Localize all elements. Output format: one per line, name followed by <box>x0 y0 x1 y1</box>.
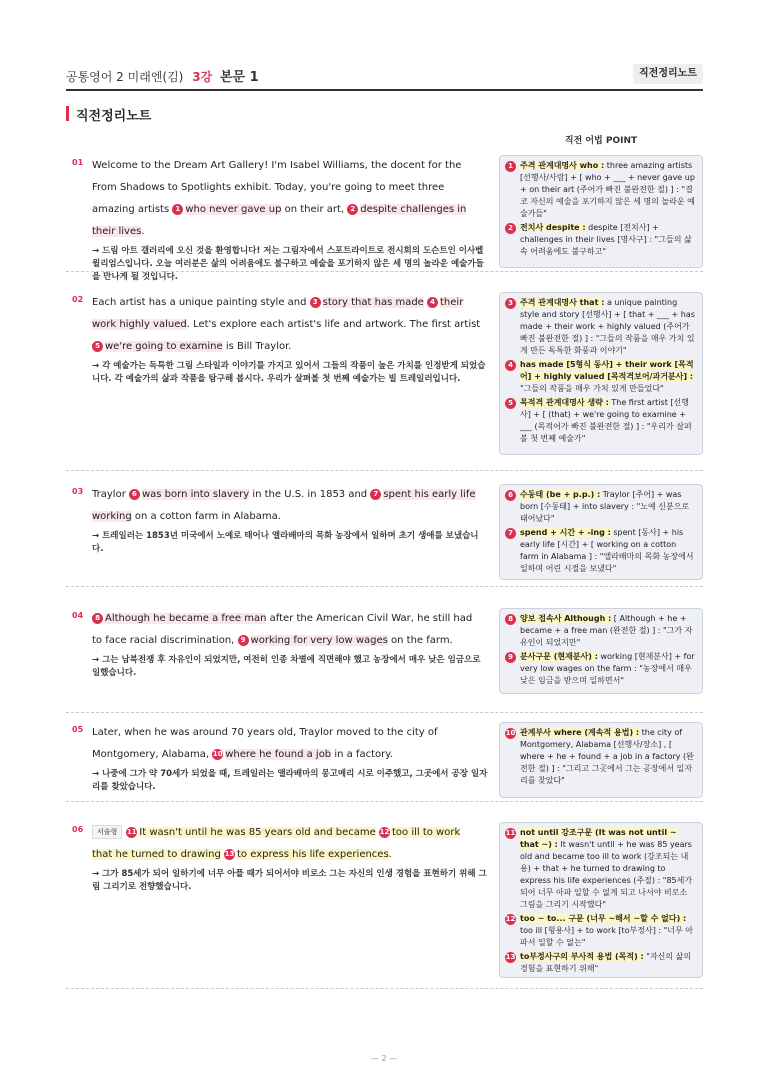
highlighted-phrase: story that has made <box>322 297 424 308</box>
grammar-point-label: to부정사구의 부사적 용법 (목적) : <box>520 952 644 961</box>
highlighted-phrase: their work highly valued <box>92 297 464 330</box>
grammar-point-box <box>499 722 703 798</box>
grammar-point-3 <box>508 297 696 357</box>
point-marker-7: 7 <box>505 528 516 539</box>
passage-text: Later, when he was around 70 years old, Traylor moved to the city of Montgomery, Alabama, <box>92 727 438 760</box>
passage-text: on the farm. <box>387 635 453 646</box>
block-number: 02 <box>72 295 84 304</box>
grammar-point-box <box>499 292 703 455</box>
grammar-point-label: 분사구문 (현재분사) : <box>520 652 598 661</box>
passage-text: after the American Civil War, he still had to face racial discrimination, <box>92 613 473 646</box>
passage-text: in a factory. <box>331 749 393 760</box>
text-block-03 <box>66 484 703 579</box>
point-marker-6: 6 <box>505 490 516 501</box>
grammar-point-label: 양보 접속사 Although : <box>520 614 612 623</box>
text-block-05 <box>66 722 703 802</box>
english-passage <box>92 484 482 528</box>
english-passage <box>92 292 482 358</box>
point-marker-6: 6 <box>129 489 140 500</box>
point-marker-9: 9 <box>505 652 516 663</box>
grammar-point-text: a unique painting style and story [선행사] + [ that + ___ + has made + their work + highly valued (주어가 빠진 불완전한 절) ] : "그들의 작품을 매우 가치 있게 만든 독특한 화풍과 이야기" <box>520 298 695 355</box>
grammar-point-9 <box>508 651 696 687</box>
block-number: 01 <box>72 158 84 167</box>
point-column-header: 직전 어법 POINT <box>564 136 638 146</box>
korean-translation: → 드림 아트 갤러리에 오신 것을 환영합니다! 저는 그림자에서 스포트라이트로 전시회의 도슨트인 이사벨 윌리엄스입니다. 오늘 여러분은 삶의 어려움에도 불구하고 예술을 포기하지 않은 세 명의 놀라운 예술가들을 만나게 될 것입니다. <box>92 246 484 282</box>
highlighted-phrase: who never gave up <box>185 204 282 215</box>
point-marker-8: 8 <box>92 613 103 624</box>
grammar-point-label: 주격 관계대명사 that : <box>520 298 605 307</box>
highlighted-phrase: too ill to work <box>391 827 461 838</box>
block-number: 04 <box>72 611 84 620</box>
grammar-point-13 <box>505 951 696 975</box>
section-title: 직전정리노트 <box>76 109 152 124</box>
point-marker-1: 1 <box>505 161 516 172</box>
point-marker-13: 13 <box>505 953 516 961</box>
grammar-point-label: 관계부사 where (계속적 용법) : <box>520 728 640 737</box>
grammar-point-box <box>499 822 703 978</box>
grammar-point-text: Traylor [주어] + was born [수동태] + into slavery : "노예 신분으로 태어났다" <box>520 490 690 523</box>
grammar-point-label: too ~ to... 구문 (너무 ~해서 ~할 수 없다) : <box>520 914 687 923</box>
passage-text: . <box>388 849 392 860</box>
passage-text: Traylor <box>92 489 129 500</box>
point-marker-2: 2 <box>347 204 358 215</box>
point-marker-10: 10 <box>212 750 223 758</box>
grammar-point-5 <box>508 397 696 445</box>
point-marker-8: 8 <box>505 614 516 625</box>
point-marker-12: 12 <box>379 828 390 836</box>
text-block-02 <box>66 292 703 457</box>
grammar-point-label: not until 강조구문 (It was not until ~ that ~) : <box>520 828 677 849</box>
passage-text: Welcome to the Dream Art Gallery! I'm Isabel Williams, the docent for the From Shadows to Spotlights exhibit. Today, you're going to meet three amazing artists <box>92 160 462 215</box>
block-divider <box>66 470 703 471</box>
passage-text: Each artist has a unique painting style and <box>92 297 310 308</box>
point-marker-11: 11 <box>126 828 137 836</box>
grammar-point-text: three amazing artists [선행사/사람] + [ who + ___ + never gave up + on their art (주어가 빠진 불완전한 절) ] : "결코 자신의 예술을 포기하지 않은 세 명의 놀라운 예술가들" <box>520 161 695 218</box>
grammar-point-text: spent [동사] + his early life [시간] + [ working on a cotton farm in Alabama ] : "앨라배마의 목화 농장에서 일하며 어린 시절을 보냈다" <box>520 528 694 573</box>
point-marker-7: 7 <box>370 489 381 500</box>
grammar-point-box <box>499 155 703 268</box>
point-marker-4: 4 <box>427 297 438 308</box>
grammar-point-text: "자신의 삶의 경험을 표현하기 위해" <box>520 952 692 973</box>
korean-translation: → 그는 남북전쟁 후 자유인이 되었지만, 여전히 인종 차별에 직면해야 했고 농장에서 매우 낮은 임금으로 일했습니다. <box>92 655 481 678</box>
grammar-point-6 <box>508 489 696 525</box>
highlighted-phrase: It wasn't until he was 85 years old <box>139 827 311 838</box>
grammar-point-12 <box>505 913 696 949</box>
essay-badge: 서술형 <box>92 825 122 839</box>
highlighted-phrase: that he turned to drawing <box>92 849 221 860</box>
grammar-point-8 <box>508 613 696 649</box>
english-passage <box>92 822 482 866</box>
highlighted-phrase: was born into slavery <box>141 489 250 500</box>
text-block-04 <box>66 608 703 698</box>
grammar-point-text: despite [전치사] + challenges in their lives [명사구] : "그들의 삶 속 어려움에도 불구하고" <box>520 223 692 256</box>
block-divider <box>66 988 703 989</box>
grammar-point-label: 수동태 (be + p.p.) : <box>520 490 601 499</box>
page-number: — 2 — <box>370 1054 398 1063</box>
text-block-01 <box>66 155 703 282</box>
point-marker-5: 5 <box>505 398 516 409</box>
block-divider <box>66 271 703 272</box>
korean-translation: → 트레일러는 1853년 미국에서 노예로 태어나 앨라배마의 목화 농장에서 일하며 초기 생애를 보냈습니다. <box>92 531 479 554</box>
point-marker-2: 2 <box>505 223 516 234</box>
grammar-point-label: 목적격 관계대명사 생략 : <box>520 398 609 407</box>
passage-text: is Bill Traylor. <box>222 341 292 352</box>
block-divider <box>66 801 703 802</box>
english-passage <box>92 155 482 243</box>
highlighted-phrase: spent his early life working <box>92 489 476 522</box>
block-divider <box>66 712 703 713</box>
passage-text: . <box>141 226 145 237</box>
highlighted-phrase: to express his life experiences <box>237 849 389 860</box>
block-number: 06 <box>72 825 84 834</box>
lecture-number: 3강 <box>192 70 213 84</box>
course-name: 공통영어 2 미래엔(김) <box>66 70 184 84</box>
block-divider <box>66 586 703 587</box>
english-passage <box>92 722 482 766</box>
highlighted-phrase: Although he became a free man <box>105 613 267 624</box>
passage-text: on their art, <box>281 204 348 215</box>
point-marker-1: 1 <box>172 204 183 215</box>
highlighted-phrase: we're going to examine <box>105 341 223 352</box>
block-number: 05 <box>72 725 84 734</box>
highlighted-phrase: despite challenges in their lives <box>92 204 467 237</box>
grammar-point-7 <box>508 527 696 575</box>
grammar-point-2 <box>508 222 696 258</box>
grammar-point-text: The first artist [선행사] + [ (that) + we're going to examine + ___ (목적어가 빠진 불완전한 절) ] : "우리가 살펴볼 첫 번째 예술가" <box>520 398 692 443</box>
point-marker-9: 9 <box>238 635 249 646</box>
point-marker-11: 11 <box>505 829 516 837</box>
point-marker-10: 10 <box>505 729 516 737</box>
korean-translation: → 나중에 그가 약 70세가 되었을 때, 트레일러는 앨라배마의 몽고메리 시로 이주했고, 그곳에서 공장 일자리를 찾았습니다. <box>92 769 488 792</box>
korean-translation: → 그가 85세가 되어 일하기에 너무 아플 때가 되어서야 비로소 그는 자신의 인생 경험을 표현하기 위해 그림 그리기로 전향했습니다. <box>92 869 487 892</box>
passage-text: on a cotton farm in Alabama. <box>131 511 281 522</box>
highlighted-phrase: and became <box>313 827 376 838</box>
grammar-point-label: has made [5형식 동사] + their work [목적어] + highly valued [목적격보어/과거분사] : <box>520 360 694 381</box>
point-marker-3: 3 <box>310 297 321 308</box>
passage-text: . Let's explore each artist's life and artwork. The first artist <box>186 319 481 330</box>
point-marker-3: 3 <box>505 298 516 309</box>
grammar-point-1 <box>508 160 696 220</box>
header-course <box>66 66 259 85</box>
grammar-point-text: working [현재분사] + for very low wages on the farm : "농장에서 매우 낮은 임금을 받으며 일하면서" <box>520 652 695 685</box>
block-number: 03 <box>72 487 84 496</box>
grammar-point-11 <box>505 827 696 911</box>
korean-translation: → 각 예술가는 독특한 그림 스타일과 이야기를 가지고 있어서 그들의 작품이 높은 가치를 인정받게 되었습니다. 각 예술가의 삶과 작품을 탐구해 봅시다. 우리가 살펴볼 첫 번째 예술가는 빌 트레일러입니다. <box>92 361 486 384</box>
grammar-point-4 <box>508 359 696 395</box>
grammar-point-10 <box>505 727 696 787</box>
grammar-point-text: It wasn't until + he was 85 years old and became too ill to work (강조되는 내용) + that + he turned to drawing to express his life experiences (주절) : "85세가 되어 너무 아파 일할 수 없게 되고 나서야 비로소 그림을 그리기 시작했다" <box>520 840 693 909</box>
grammar-point-label: 주격 관계대명사 who : <box>520 161 605 170</box>
point-marker-13: 13 <box>224 850 235 858</box>
point-marker-4: 4 <box>505 360 516 371</box>
highlighted-phrase: where he found a job <box>225 749 332 760</box>
grammar-point-text: "그들의 작품을 매우 가치 있게 만들었다" <box>520 384 664 393</box>
passage-text: in the U.S. in 1853 and <box>249 489 371 500</box>
english-passage <box>92 608 482 652</box>
section-marker <box>66 106 69 121</box>
grammar-point-text: the city of Montgomery, Alabama [선행사/장소] , [ where + he + found + a job in a factory (완전한 절) ] : "그리고 그곳에서 그는 공장에서 일자리를 찾았다" <box>520 728 694 785</box>
point-marker-5: 5 <box>92 341 103 352</box>
grammar-point-label: spend + 시간 + -ing : <box>520 528 611 537</box>
grammar-point-box <box>499 608 703 694</box>
grammar-point-box <box>499 484 703 580</box>
grammar-point-text: too ill [형용사] + to work [to부정사] : "너무 아파서 일할 수 없는" <box>520 926 694 947</box>
grammar-point-text: [ Although + he + became + a free man (완전한 절) ] : "그가 자유인이 되었지만" <box>520 614 693 647</box>
grammar-point-label: 전치사 despite : <box>520 223 586 232</box>
lecture-title: 본문 1 <box>219 70 259 85</box>
point-marker-12: 12 <box>505 915 516 923</box>
text-block-06 <box>66 822 703 982</box>
highlighted-phrase: working for very low wages <box>250 635 388 646</box>
header-divider <box>66 89 703 91</box>
header-tag: 직전정리노트 <box>633 64 703 84</box>
